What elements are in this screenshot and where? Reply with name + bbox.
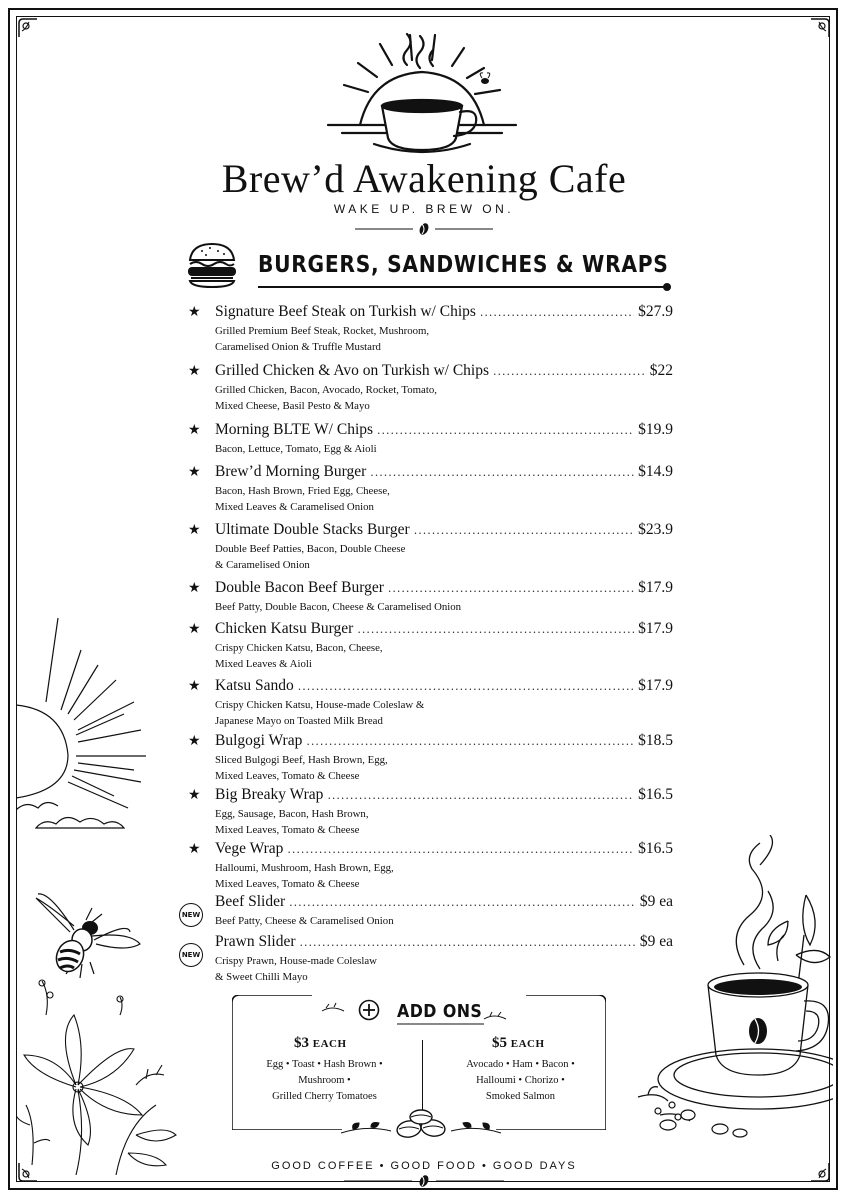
menu-item-row [188,786,673,806]
menu-item-name: Ultimate Double Stacks Burger [215,521,410,538]
dot-leader [388,582,634,595]
menu-item-description [215,697,673,729]
menu-item-name: Double Bacon Beef Burger [215,579,384,596]
addons-left-price-value: $3 [294,1035,309,1051]
dot-leader [287,843,634,856]
menu-item [188,620,673,672]
addons-column-divider [422,1040,423,1110]
menu-item-description-line: Beef Patty, Double Bacon, Cheese & Caramelised Onion [215,601,462,613]
addons-left-price [294,1035,347,1052]
star-icon: ★ [188,678,201,694]
menu-item-description-line: Japanese Mayo on Toasted Milk Bread [215,715,383,727]
dot-leader [414,524,634,537]
menu-item-row [188,421,673,441]
addons-left-line: Egg • Toast • Hash Brown • [266,1059,383,1070]
menu-item-row [188,732,673,752]
new-badge-label: NEW [179,943,203,967]
star-icon: ★ [188,422,201,438]
menu-item-row [188,620,673,640]
addons-title: ADD ONS [397,1001,483,1022]
menu-item-name: Prawn Slider [215,933,296,950]
menu-item-row [188,840,673,860]
menu-item-row [188,579,673,599]
menu-item-name: Morning BLTE W/ Chips [215,421,374,438]
addons-box [232,995,606,1130]
menu-item-name: Beef Slider [215,893,286,910]
menu-item-description-line: Double Beef Patties, Bacon, Double Cheese [215,543,406,555]
menu-item-description-line: Grilled Premium Beef Steak, Rocket, Mushroom, [215,325,430,337]
flower-illustration-icon [16,975,186,1175]
dot-leader [493,365,646,378]
corner-ornament-icon [17,17,39,39]
menu-item-price: $18.5 [638,732,673,749]
menu-item-description-line: Beef Patty, Cheese & Caramelised Onion [215,915,394,927]
menu-item-price: $27.9 [638,303,673,320]
menu-item-description [215,913,673,929]
menu-item [188,362,673,414]
menu-item-price: $23.9 [638,521,673,538]
dot-leader [377,424,634,437]
star-icon: ★ [188,464,201,480]
menu-item-name: Brew’d Morning Burger [215,463,367,480]
menu-item-price: $16.5 [638,840,673,857]
menu-item-description [215,599,673,615]
menu-item-description-line: Mixed Leaves & Caramelised Onion [215,501,374,513]
menu-item-row [188,521,673,541]
menu-item [188,463,673,515]
menu-item-description [215,806,673,838]
menu-item-description-line: & Caramelised Onion [215,559,310,571]
menu-item-name: Big Breaky Wrap [215,786,324,803]
menu-item-price: $22 [649,362,673,379]
addons-right-price-unit: EACH [510,1038,545,1050]
new-badge-label: NEW [179,903,203,927]
menu-item-description [215,323,673,355]
menu-item-name: Bulgogi Wrap [215,732,303,749]
menu-item-description [215,752,673,784]
coffee-cup-logo-icon [322,30,522,160]
menu-item-description-line: Caramelised Onion & Truffle Mustard [215,341,381,353]
menu-item-name: Chicken Katsu Burger [215,620,354,637]
menu-item [188,303,673,355]
menu-item-row [188,463,673,483]
menu-item-price: $17.9 [638,677,673,694]
menu-item-name: Katsu Sando [215,677,294,694]
menu-item-row [181,893,673,919]
addons-right-line: Smoked Salmon [485,1091,556,1102]
menu-item [188,732,673,784]
star-icon: ★ [188,841,201,857]
dot-leader [300,936,636,949]
addons-right-line: Avocado • Ham • Bacon • [466,1059,575,1070]
addons-left-list [242,1057,407,1105]
addons-right-price-value: $5 [492,1035,507,1051]
star-icon: ★ [188,522,201,538]
menu-item-description-line: Mixed Leaves, Tomato & Cheese [215,824,360,836]
menu-item-description-line: Grilled Chicken, Bacon, Avocado, Rocket, Tomato, [215,384,437,396]
star-icon: ★ [188,787,201,803]
section-rule-dot [663,283,671,291]
menu-item-description-line: Mixed Cheese, Basil Pesto & Mayo [215,400,370,412]
menu-item-description [215,640,673,672]
star-icon: ★ [188,580,201,596]
dot-leader [480,306,634,319]
menu-item-name: Signature Beef Steak on Turkish w/ Chips [215,303,476,320]
menu-item [188,840,673,892]
menu-item-description-line: Mixed Leaves, Tomato & Cheese [215,770,360,782]
addons-right-list [438,1057,603,1105]
brand-name: Brew’d Awakening Cafe [221,156,627,201]
menu-item-row [181,933,673,959]
dot-leader [298,680,634,693]
menu-item-description-line: & Sweet Chilli Mayo [215,971,308,983]
menu-item-description-line: Halloumi, Mushroom, Hash Brown, Egg, [215,862,394,874]
menu-item-name: Grilled Chicken & Avo on Turkish w/ Chips [215,362,489,379]
menu-item-price: $17.9 [638,620,673,637]
addons-right-line: Halloumi • Chorizo • [476,1075,565,1086]
menu-item-description-line: Bacon, Lettuce, Tomato, Egg & Aioli [215,443,377,455]
menu-item-price: $9 ea [639,893,673,910]
menu-item-price: $19.9 [638,421,673,438]
star-icon: ★ [188,621,201,637]
menu-item [188,786,673,838]
menu-item-description-line: Bacon, Hash Brown, Fried Egg, Cheese, [215,485,390,497]
star-icon: ★ [188,304,201,320]
menu-item-description-line: Egg, Sausage, Bacon, Hash Brown, [215,808,369,820]
menu-item-price: $14.9 [638,463,673,480]
menu-item-description [215,953,673,985]
menu-item-row [188,303,673,323]
dot-leader [289,896,636,909]
dot-leader [327,789,634,802]
star-icon: ★ [188,363,201,379]
star-icon: ★ [188,733,201,749]
menu-item-description-line: Sliced Bulgogi Beef, Hash Brown, Egg, [215,754,388,766]
menu-item-description-line: Crispy Chicken Katsu, House-made Coleslaw & [215,699,425,711]
footer-slogan: GOOD COFFEE • GOOD FOOD • GOOD DAYS [271,1160,577,1172]
addons-left-line: Grilled Cherry Tomatoes [272,1091,377,1102]
coffee-cup-illustration-icon [628,835,833,1145]
bean-divider-icon [355,221,493,235]
menu-item-description [215,541,673,573]
menu-item [188,677,673,729]
addons-left-price-unit: EACH [312,1038,347,1050]
dot-leader [306,735,634,748]
menu-item-price: $17.9 [638,579,673,596]
menu-item-name: Vege Wrap [215,840,284,857]
plus-icon [358,999,380,1021]
section-rule [258,286,666,288]
menu-item [181,893,673,929]
coffee-beans-icon [337,1103,505,1143]
dot-leader [370,466,634,479]
menu-item-row [188,362,673,382]
menu-item-price: $16.5 [638,786,673,803]
menu-item-description [215,483,673,515]
corner-ornament-icon [809,17,831,39]
menu-item-description-line: Mixed Leaves & Aioli [215,658,312,670]
menu-item-description-line: Mixed Leaves, Tomato & Cheese [215,878,360,890]
sun-illustration-icon [16,610,156,850]
menu-item-description [215,860,673,892]
tagline: WAKE UP. BREW ON. [333,202,515,216]
menu-item [188,521,673,573]
menu-item-description [215,382,673,414]
addons-left-line: Mushroom • [298,1075,351,1086]
menu-item [188,579,673,615]
menu-item-price: $9 ea [639,933,673,950]
addons-right-price [492,1035,545,1052]
dot-leader [357,623,634,636]
menu-item-description-line: Crispy Chicken Katsu, Bacon, Cheese, [215,642,383,654]
menu-item-row [188,677,673,697]
section-title: BURGERS, SANDWICHES & WRAPS [258,252,669,278]
menu-item [181,933,673,985]
menu-item-description [215,441,673,457]
menu-item [188,421,673,457]
bean-divider-icon [344,1172,504,1188]
menu-item-description-line: Crispy Prawn, House-made Coleslaw [215,955,377,967]
burger-icon [186,240,238,290]
